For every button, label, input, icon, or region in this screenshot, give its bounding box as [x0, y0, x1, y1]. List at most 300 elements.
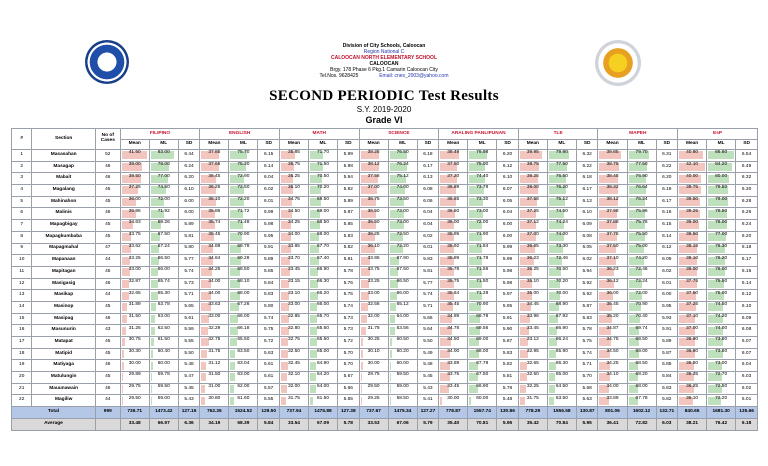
ml-cell — [547, 313, 576, 325]
cell-data-bar — [708, 257, 734, 265]
cell-value: 66.90 — [555, 325, 568, 331]
cell-data-bar — [679, 175, 705, 183]
mean-cell — [359, 161, 388, 173]
cell-data-bar — [390, 362, 416, 370]
ml-cell — [707, 185, 736, 197]
section-name: Mahinahon — [32, 196, 96, 208]
sd-cell: 6.44 — [178, 150, 200, 162]
cell-value: 63.78 — [157, 302, 170, 308]
mean-cell — [439, 337, 468, 349]
cell-data-bar — [549, 268, 575, 276]
bar-fill — [230, 397, 233, 405]
cell-value: 34.50 — [287, 208, 300, 214]
sd-cell: 5.63 — [576, 395, 598, 407]
mean-cell — [120, 255, 149, 267]
cell-value: 67.70 — [317, 243, 330, 249]
cell-data-bar — [122, 385, 148, 393]
cell-value: 65.90 — [555, 349, 568, 355]
bar-fill — [151, 292, 158, 300]
mean-cell — [200, 313, 229, 325]
average-row-cell: 6.18 — [736, 418, 758, 430]
sd-cell: 5.92 — [576, 290, 598, 302]
ml-cell — [627, 220, 656, 232]
cell-data-bar — [549, 198, 575, 206]
cell-value: 37.56 — [367, 173, 380, 179]
cell-value: 33.75 — [367, 267, 380, 273]
cell-value: 76.24 — [635, 197, 648, 203]
ml-cell — [547, 278, 576, 290]
cell-value: 38.50 — [128, 173, 141, 179]
cell-data-bar — [549, 245, 575, 253]
mean-cell — [279, 395, 308, 407]
ml-cell — [627, 231, 656, 243]
total-row-cell: 778.87 — [439, 407, 468, 419]
cell-data-bar — [281, 385, 307, 393]
cases-count: 45 — [95, 348, 120, 360]
ml-cell — [627, 325, 656, 337]
bar-fill — [151, 338, 154, 346]
table-row — [12, 278, 758, 290]
row-number: 13 — [12, 290, 32, 302]
cell-value: 60.00 — [396, 360, 409, 366]
mean-cell — [359, 383, 388, 395]
cell-data-bar — [122, 315, 148, 323]
cell-value: 77.50 — [635, 162, 648, 168]
cell-value: 31.12 — [208, 360, 221, 366]
sd-cell: 5.74 — [178, 266, 200, 278]
mean-cell — [678, 348, 707, 360]
bar-fill — [390, 338, 392, 346]
mean-cell — [598, 278, 627, 290]
sd-cell: 5.47 — [178, 372, 200, 384]
bar-fill — [281, 373, 287, 381]
mean-cell — [678, 325, 707, 337]
cell-value: 33.89 — [447, 360, 460, 366]
cell-data-bar — [361, 186, 387, 194]
bar-fill — [230, 350, 235, 358]
cell-data-bar — [310, 338, 336, 346]
ml-cell — [468, 231, 497, 243]
cell-value: 75.50 — [715, 278, 728, 284]
cell-data-bar — [122, 151, 148, 159]
sd-cell: 5.61 — [258, 372, 280, 384]
cases-count: 45 — [95, 185, 120, 197]
ml-cell — [229, 255, 258, 267]
cell-value: 67.50 — [157, 232, 170, 238]
sd-cell: 5.55 — [338, 395, 360, 407]
bar-fill — [151, 373, 153, 381]
sd-cell: 5.84 — [258, 278, 280, 290]
sd-cell: 6.09 — [736, 313, 758, 325]
cell-value: 39.00 — [686, 220, 699, 226]
cell-value: 72.46 — [555, 255, 568, 261]
ml-cell — [388, 231, 417, 243]
cell-data-bar — [361, 385, 387, 393]
average-row-cell: 5.78 — [338, 418, 360, 430]
sd-cell: 5.89 — [258, 255, 280, 267]
bar-fill — [122, 315, 127, 323]
ml-cell — [627, 243, 656, 255]
cell-value: 37.00 — [686, 325, 699, 331]
cell-value: 76.98 — [476, 150, 489, 156]
stat-header: SD — [178, 140, 200, 150]
cell-data-bar — [230, 221, 256, 229]
cell-data-bar — [310, 362, 336, 370]
mean-cell — [279, 196, 308, 208]
table-row — [12, 313, 758, 325]
mean-cell — [200, 372, 229, 384]
ml-cell — [627, 313, 656, 325]
mean-cell — [518, 395, 547, 407]
cell-value: 71.84 — [476, 243, 489, 249]
cell-value: 39.95 — [526, 150, 539, 156]
sd-cell: 5.67 — [338, 372, 360, 384]
average-row — [12, 418, 758, 430]
cell-value: 60.00 — [157, 360, 170, 366]
ml-cell — [229, 290, 258, 302]
cell-value: 37.50 — [606, 243, 619, 249]
ml-cell — [627, 185, 656, 197]
cell-value: 76.30 — [715, 243, 728, 249]
sd-cell: 6.12 — [656, 243, 678, 255]
cell-data-bar — [151, 245, 177, 253]
mean-cell — [439, 360, 468, 372]
col-number-header: # — [12, 129, 32, 150]
cell-value: 73.50 — [396, 197, 409, 203]
cell-data-bar — [230, 257, 256, 265]
cell-value: 66.50 — [157, 255, 170, 261]
cell-value: 32.00 — [287, 384, 300, 390]
cell-value: 71.90 — [476, 232, 489, 238]
cell-value: 33.63 — [208, 302, 221, 308]
cell-data-bar — [281, 373, 307, 381]
bar-fill — [390, 350, 392, 358]
sd-cell: 5.83 — [417, 255, 439, 267]
mean-cell — [598, 337, 627, 349]
cell-data-bar — [599, 338, 625, 346]
mean-cell — [439, 278, 468, 290]
cell-value: 33.95 — [367, 255, 380, 261]
cell-value: 61.50 — [157, 337, 170, 343]
cell-data-bar — [310, 280, 336, 288]
sd-cell: 6.31 — [656, 150, 678, 162]
cell-value: 38.49 — [447, 150, 460, 156]
cell-data-bar — [230, 280, 256, 288]
sd-cell: 6.00 — [178, 208, 200, 220]
cell-data-bar — [201, 385, 227, 393]
sd-cell: 5.75 — [258, 325, 280, 337]
mean-cell — [439, 220, 468, 232]
stat-header: ML — [707, 140, 736, 150]
cell-data-bar — [390, 280, 416, 288]
results-body — [12, 150, 758, 431]
cell-data-bar — [390, 268, 416, 276]
ml-cell — [547, 173, 576, 185]
table-row — [12, 196, 758, 208]
sd-cell: 6.03 — [736, 372, 758, 384]
cell-value: 69.74 — [635, 325, 648, 331]
row-number: 17 — [12, 337, 32, 349]
ml-cell — [309, 208, 338, 220]
sd-cell: 6.07 — [736, 337, 758, 349]
bar-fill — [361, 397, 362, 405]
cell-value: 70.90 — [635, 302, 648, 308]
cell-data-bar — [201, 233, 227, 241]
mean-cell — [200, 173, 229, 185]
cell-value: 60.40 — [157, 349, 170, 355]
cell-data-bar — [469, 338, 495, 346]
cell-data-bar — [361, 233, 387, 241]
cell-data-bar — [440, 151, 466, 159]
sd-cell: 6.01 — [417, 243, 439, 255]
cell-value: 65.00 — [555, 372, 568, 378]
ml-cell — [149, 395, 178, 407]
ml-cell — [388, 220, 417, 232]
mean-cell — [120, 383, 149, 395]
cell-value: 32.75 — [287, 337, 300, 343]
cell-value: 86.60 — [715, 150, 728, 156]
sd-cell: 5.89 — [338, 196, 360, 208]
cell-value: 34.25 — [208, 267, 221, 273]
bar-fill — [151, 303, 156, 311]
cell-data-bar — [679, 186, 705, 194]
mean-cell — [359, 313, 388, 325]
sd-cell: 6.14 — [736, 278, 758, 290]
cell-data-bar — [201, 350, 227, 358]
cell-value: 68.90 — [555, 302, 568, 308]
cell-data-bar — [708, 233, 734, 241]
mean-cell — [518, 301, 547, 313]
mean-cell — [518, 243, 547, 255]
subject-header: SCIENCE — [359, 129, 439, 140]
total-row-cell: 127.38 — [338, 407, 360, 419]
cell-value: 35.75 — [447, 278, 460, 284]
cell-data-bar — [281, 221, 307, 229]
average-row-cell: 70.84 — [547, 418, 576, 430]
sd-cell: 5.61 — [178, 313, 200, 325]
col-cases-header: No of Cases — [95, 129, 120, 150]
cell-value: 73.00 — [396, 220, 409, 226]
sd-cell: 5.93 — [656, 313, 678, 325]
ml-cell — [229, 220, 258, 232]
cell-data-bar — [549, 315, 575, 323]
cell-data-bar — [520, 198, 546, 206]
cell-data-bar — [520, 397, 546, 405]
cell-value: 34.00 — [447, 349, 460, 355]
ml-cell — [149, 243, 178, 255]
cell-value: 38.00 — [686, 267, 699, 273]
cell-value: 34.25 — [606, 360, 619, 366]
cell-value: 30.10 — [367, 349, 380, 355]
cell-data-bar — [520, 350, 546, 358]
cell-value: 84.20 — [715, 162, 728, 168]
stat-header: Mean — [120, 140, 149, 150]
cell-data-bar — [679, 268, 705, 276]
cell-value: 29.25 — [367, 395, 380, 401]
mean-cell — [678, 301, 707, 313]
cell-data-bar — [361, 151, 387, 159]
cell-value: 75.12 — [396, 173, 409, 179]
cell-value: 35.85 — [287, 150, 300, 156]
cell-data-bar — [151, 280, 177, 288]
cell-value: 37.98 — [606, 208, 619, 214]
bar-fill — [310, 397, 313, 405]
mean-cell — [120, 278, 149, 290]
sd-cell: 6.08 — [736, 325, 758, 337]
sd-cell: 5.81 — [417, 266, 439, 278]
ml-cell — [547, 196, 576, 208]
cell-data-bar — [440, 233, 466, 241]
total-row-cell: 132.71 — [656, 407, 678, 419]
mean-cell — [200, 185, 229, 197]
sd-cell: 5.94 — [338, 173, 360, 185]
cell-data-bar — [440, 280, 466, 288]
cell-value: 31.89 — [128, 302, 141, 308]
cell-value: 32.95 — [526, 349, 539, 355]
cell-data-bar — [520, 257, 546, 265]
cell-data-bar — [629, 221, 655, 229]
cell-data-bar — [151, 221, 177, 229]
cell-data-bar — [390, 186, 416, 194]
cell-data-bar — [599, 350, 625, 358]
cell-data-bar — [310, 257, 336, 265]
cell-value: 34.00 — [208, 290, 221, 296]
cell-value: 38.10 — [686, 255, 699, 261]
cell-value: 74.20 — [635, 255, 648, 261]
mean-cell — [359, 185, 388, 197]
mean-cell — [439, 348, 468, 360]
mean-cell — [359, 196, 388, 208]
cell-value: 65.50 — [237, 337, 250, 343]
total-row-cell: 1602.12 — [627, 407, 656, 419]
ml-cell — [149, 348, 178, 360]
cell-data-bar — [599, 163, 625, 171]
sd-cell: 5.98 — [497, 278, 519, 290]
sd-cell: 6.09 — [656, 255, 678, 267]
table-row — [12, 208, 758, 220]
bar-fill — [549, 362, 556, 370]
cell-data-bar — [599, 175, 625, 183]
cell-data-bar — [549, 221, 575, 229]
sd-cell: 5.49 — [417, 348, 439, 360]
mean-cell — [598, 231, 627, 243]
cell-value: 34.75 — [606, 337, 619, 343]
cell-value: 67.26 — [237, 302, 250, 308]
cases-count: 46 — [95, 278, 120, 290]
ml-cell — [149, 255, 178, 267]
mean-cell — [598, 395, 627, 407]
sd-cell: 6.01 — [736, 395, 758, 407]
sd-cell: 5.91 — [258, 243, 280, 255]
cell-data-bar — [549, 373, 575, 381]
cell-data-bar — [440, 268, 466, 276]
cell-data-bar — [549, 303, 575, 311]
cell-value: 66.30 — [317, 278, 330, 284]
mean-cell — [200, 395, 229, 407]
ml-cell — [388, 255, 417, 267]
cell-value: 67.50 — [476, 372, 489, 378]
stat-header: ML — [309, 140, 338, 150]
cell-value: 67.78 — [635, 395, 648, 401]
section-name: Matapat — [32, 337, 96, 349]
cell-value: 34.64 — [208, 255, 221, 261]
cell-value: 30.25 — [367, 337, 380, 343]
cell-data-bar — [310, 303, 336, 311]
mean-cell — [200, 255, 229, 267]
cell-value: 37.85 — [208, 150, 221, 156]
sd-cell: 5.70 — [338, 348, 360, 360]
cell-data-bar — [281, 186, 307, 194]
cell-data-bar — [230, 151, 256, 159]
cell-data-bar — [201, 338, 227, 346]
cell-value: 29.50 — [367, 384, 380, 390]
cell-value: 36.65 — [526, 243, 539, 249]
cell-data-bar — [122, 186, 148, 194]
ml-cell — [309, 185, 338, 197]
cell-data-bar — [599, 233, 625, 241]
cell-data-bar — [151, 303, 177, 311]
mean-cell — [120, 290, 149, 302]
mean-cell — [279, 372, 308, 384]
ml-cell — [388, 395, 417, 407]
cell-value: 32.80 — [287, 325, 300, 331]
sd-cell: 6.02 — [258, 185, 280, 197]
sd-cell: 5.81 — [497, 372, 519, 384]
row-number: 15 — [12, 313, 32, 325]
cases-count: 52 — [95, 150, 120, 162]
sd-cell: 5.95 — [258, 231, 280, 243]
sd-cell: 6.00 — [497, 220, 519, 232]
cell-data-bar — [629, 385, 655, 393]
cell-value: 38.50 — [686, 232, 699, 238]
table-row — [12, 383, 758, 395]
cell-data-bar — [122, 245, 148, 253]
bar-fill — [122, 350, 125, 358]
row-number: 8 — [12, 231, 32, 243]
cell-value: 37.65 — [208, 162, 221, 168]
sd-cell: 6.00 — [656, 290, 678, 302]
bar-fill — [549, 373, 556, 381]
cell-data-bar — [629, 151, 655, 159]
sd-cell: 6.19 — [656, 185, 678, 197]
stat-header: Mean — [518, 140, 547, 150]
mean-cell — [598, 185, 627, 197]
cell-value: 76.50 — [555, 173, 568, 179]
mean-cell — [120, 161, 149, 173]
sd-cell: 5.41 — [417, 395, 439, 407]
header-division: Division of City Schools, Caloocan — [342, 43, 426, 49]
cell-value: 69.00 — [476, 337, 489, 343]
ml-cell — [229, 243, 258, 255]
sd-cell: 6.01 — [656, 278, 678, 290]
mean-cell — [120, 360, 149, 372]
bar-fill — [122, 362, 124, 370]
page-title: SECOND PERIODIC Test Results — [269, 88, 499, 104]
cell-data-bar — [390, 221, 416, 229]
sd-cell: 5.87 — [338, 208, 360, 220]
cell-value: 70.90 — [476, 302, 489, 308]
mean-cell — [200, 150, 229, 162]
cell-data-bar — [629, 163, 655, 171]
cases-count: 45 — [95, 266, 120, 278]
total-row-cell: 130.87 — [576, 407, 598, 419]
sd-cell: 5.45 — [178, 383, 200, 395]
cell-data-bar — [679, 385, 705, 393]
cell-data-bar — [679, 257, 705, 265]
stat-header: SD — [417, 140, 439, 150]
cell-value: 66.00 — [396, 290, 409, 296]
cell-value: 36.23 — [606, 267, 619, 273]
